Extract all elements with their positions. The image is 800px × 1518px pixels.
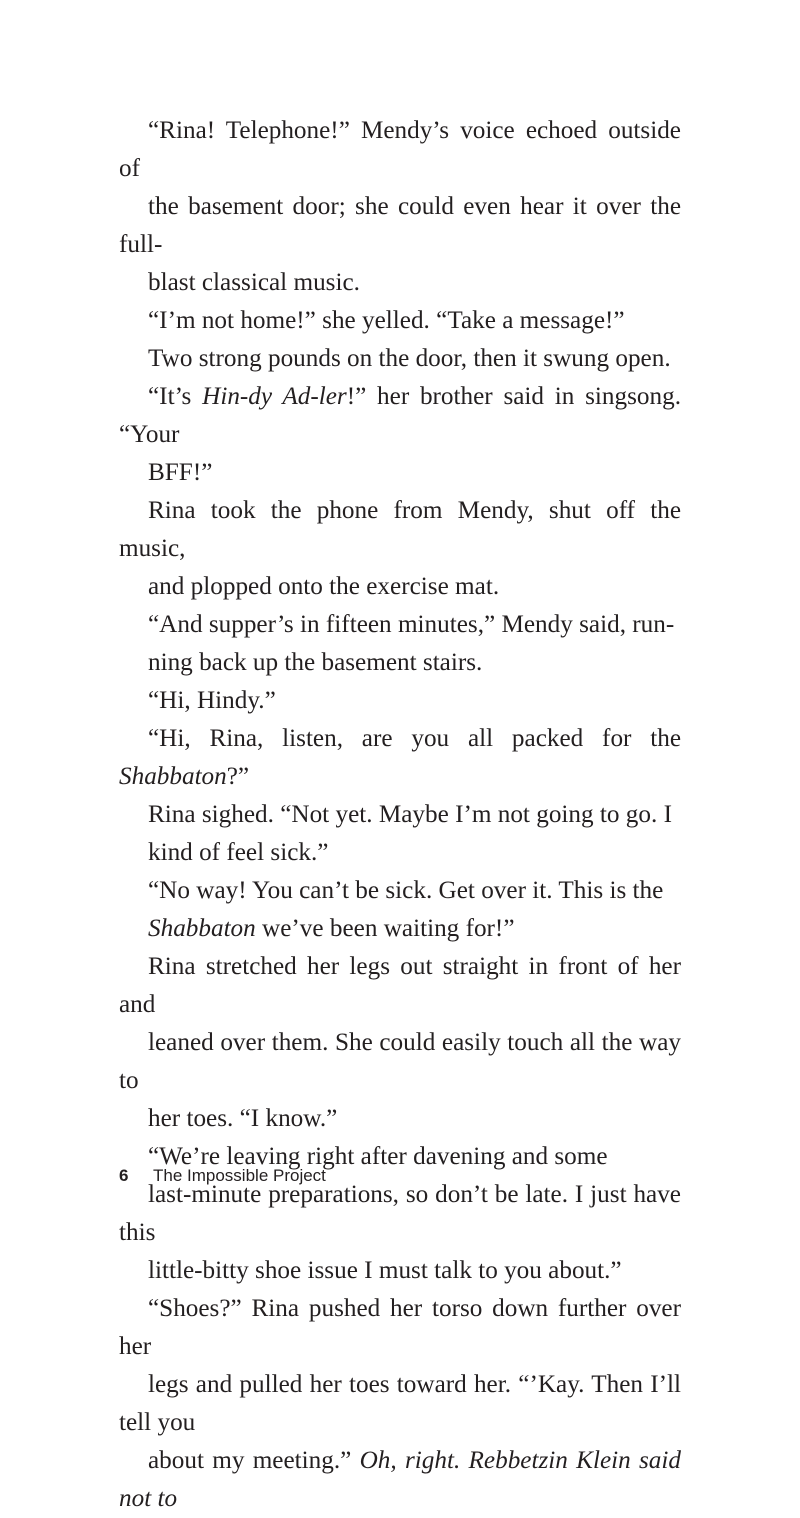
text-run: “It’s <box>148 383 203 410</box>
text-line <box>119 378 681 454</box>
text-line: BFF!” <box>148 459 213 486</box>
text-line: little-bitty shoe issue I must talk to you about.” <box>148 1257 622 1284</box>
paragraph <box>119 340 681 492</box>
text-line: Rina took the phone from Mendy, shut off the music, <box>119 497 681 562</box>
text-run: !” her brother said in singsong. “Your <box>119 383 681 448</box>
text-line <box>119 1442 681 1518</box>
italic-thought: Oh, right. Rebbetzin Klein said not to <box>119 1447 681 1512</box>
page-footer <box>119 1164 326 1188</box>
paragraph <box>119 796 681 872</box>
italic-name: Hin-dy Ad-ler <box>202 383 347 410</box>
text-line: “And supper’s in fifteen minutes,” Mendy said, run- <box>148 611 675 638</box>
paragraph <box>119 948 681 1138</box>
text-line: and plopped onto the exercise mat. <box>148 573 500 600</box>
text-line: “I’m not home!” she yelled. “Take a message!” <box>148 307 625 334</box>
text-line: leaned over them. She could easily touch all the way to <box>119 1029 681 1094</box>
paragraph <box>119 872 681 948</box>
book-title: The Impossible Project <box>153 1166 326 1185</box>
text-line: “No way! You can’t be sick. Get over it. This is the <box>148 877 664 904</box>
text-line: “Shoes?” Rina pushed her torso down further over her <box>119 1295 681 1360</box>
page-number: 6 <box>119 1166 129 1185</box>
text-run: “Hi, Rina, listen, are you all packed for the <box>148 725 681 752</box>
italic-word: Shabbaton <box>148 915 256 942</box>
paragraph <box>119 682 681 720</box>
text-line: “Hi, Hindy.” <box>148 687 276 714</box>
text-line: last-minute preparations, so don’t be late. I just have this <box>119 1181 681 1246</box>
text-line <box>119 720 681 796</box>
text-line: Two strong pounds on the door, then it swung open. <box>148 345 671 372</box>
paragraph <box>119 302 681 340</box>
text-line: Rina sighed. “Not yet. Maybe I’m not going to go. I <box>148 801 672 828</box>
text-run: ?” <box>226 763 250 790</box>
text-line <box>119 910 681 948</box>
italic-word: Shabbaton <box>119 763 227 790</box>
text-line: ning back up the basement stairs. <box>148 649 483 676</box>
paragraph <box>119 492 681 606</box>
paragraph <box>119 1290 681 1518</box>
paragraph <box>119 112 681 302</box>
text-line: Rina stretched her legs out straight in front of her and <box>119 953 681 1018</box>
text-line: blast classical music. <box>148 269 360 296</box>
text-line: legs and pulled her toes toward her. “’Kay. Then I’ll tell you <box>119 1371 681 1436</box>
text-line: “Rina! Telephone!” Mendy’s voice echoed outside of <box>119 117 681 182</box>
text-run: we’ve been waiting for!” <box>255 915 515 942</box>
text-line: “We’re leaving right after davening and some <box>148 1143 608 1170</box>
text-line: her toes. “I know.” <box>148 1105 338 1132</box>
body-text <box>119 112 681 1518</box>
text-run: about my meeting.” <box>148 1447 360 1474</box>
text-line: kind of feel sick.” <box>148 839 329 866</box>
text-line: the basement door; she could even hear it over the full- <box>119 193 681 258</box>
paragraph <box>119 606 681 682</box>
paragraph <box>119 1138 681 1290</box>
paragraph <box>119 720 681 796</box>
